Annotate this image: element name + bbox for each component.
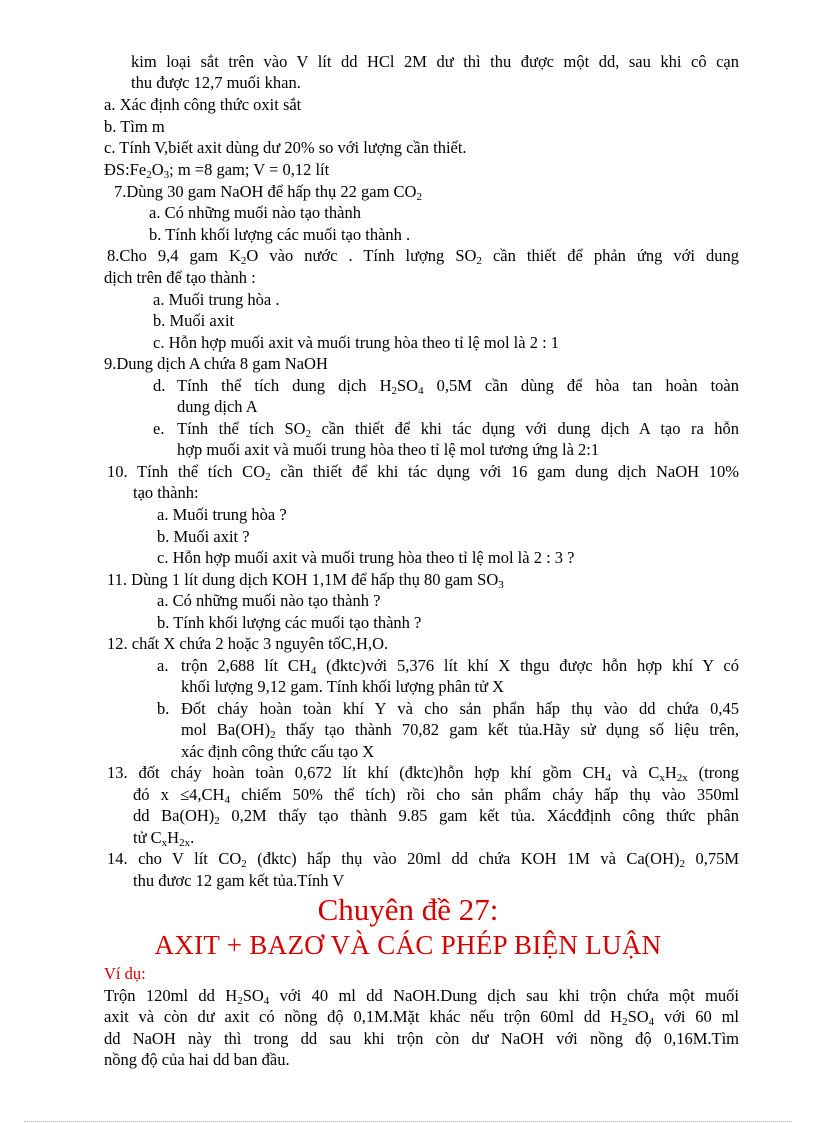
- intro-line-2: thu được 12,7 muối khan.: [131, 73, 301, 92]
- question-12-label-a: a.: [157, 656, 169, 675]
- question-9-label-d: d.: [153, 376, 166, 395]
- question-13-line-2: đó $x \le 4,CH_4$ chiếm 50% thể tích) rồi cho sản phẩm cháy hấp thụ vào 350ml: [133, 785, 739, 806]
- question-12-label-b: b.: [157, 699, 170, 718]
- intro-item-c: c. Tính V,biết axit dùng dư 20% so với lượng cần thiết.: [104, 138, 467, 157]
- intro-item-b: b. Tìm m: [104, 117, 165, 136]
- question-10-item-c: c. Hỗn hợp muối axit và muối trung hòa theo tỉ lệ mol là 2 : 3 ?: [157, 548, 575, 567]
- chapter-subtitle: AXIT + BAZƠ VÀ CÁC PHÉP BIỆN LUẬN: [154, 930, 662, 960]
- question-10-item-b: b. Muối axit ?: [157, 527, 250, 546]
- example-line-4: nồng độ của hai dd ban đầu.: [104, 1050, 290, 1069]
- question-7-title: 7.Dùng 30 gam NaOH để hấp thụ 22 gam $CO_2$: [114, 182, 422, 203]
- question-9-item-d-line-1: Tính thể tích dung dịch $H_2SO_4$ 0,5M cần dùng để hòa tan hoàn toàn: [177, 376, 739, 397]
- question-8-item-c: c. Hỗn hợp muối axit và muối trung hòa theo tỉ lệ mol là 2 : 1: [153, 333, 560, 352]
- question-9-item-e-line-2: hợp muối axit và muối trung hòa theo tỉ lệ mol tương ứng là 2:1: [177, 440, 600, 459]
- intro-item-a: a. Xác định công thức oxit sắt: [104, 95, 302, 114]
- question-12-item-b-line-1: Đốt cháy hoàn toàn khí Y và cho sản phẩn hấp thụ vào dd chứa 0,45: [181, 699, 739, 718]
- question-11-title: 11. Dùng 1 lít dung dịch KOH 1,1M để hấp thụ 80 gam $SO_3$: [107, 570, 504, 591]
- chapter-title: Chuyên đề 27:: [317, 892, 499, 927]
- question-12-item-b-line-3: xác định công thức cấu tạo X: [181, 742, 375, 761]
- question-14-line-1: 14. cho V lít $CO_2$ (đktc) hấp thụ vào 20ml dd chứa KOH 1M và $Ca(OH)_2$ 0,75M: [107, 849, 739, 870]
- question-10-item-a: a. Muối trung hòa ?: [157, 505, 287, 524]
- question-12-item-a-line-1: trộn 2,688 lít $CH_4$ (đktc)với 5,376 lít khí X thgu được hỗn hợp khí Y có: [181, 656, 739, 677]
- question-13-line-1: 13. đốt cháy hoàn toàn 0,672 lít khí (đktc)hỗn hợp khí gồm $CH_4$ và $C_xH_{2x}$ (trong: [107, 763, 739, 784]
- question-14-line-2: thu đươc 12 gam kết tủa.Tính V: [133, 871, 345, 890]
- question-13-line-3: dd $Ba(OH)_2$ 0,2M thấy tạo thành 9.85 gam kết tủa. Xácđđịnh công thức phân: [133, 806, 739, 827]
- question-11-item-b: b. Tính khối lượng các muối tạo thành ?: [157, 613, 422, 632]
- question-7-item-b: b. Tính khối lượng các muối tạo thành .: [149, 225, 411, 244]
- question-12-item-b-line-2: mol $Ba(OH)_2$ thấy tạo thành 70,82 gam kết tủa.Hãy sử dụng số liệu trên,: [181, 720, 739, 741]
- question-13-line-4: tử $C_xH_{2x}$.: [133, 828, 195, 849]
- intro-line-1: kim loại sắt trên vào V lít dd HCl 2M dư thì thu được một dd, sau khi cô cạn: [131, 52, 739, 71]
- question-11-item-a: a. Có những muối nào tạo thành ?: [157, 591, 381, 610]
- question-8-item-a: a. Muối trung hòa .: [153, 290, 280, 309]
- question-9-label-e: e.: [153, 419, 165, 438]
- example-line-2: axit và còn dư axit có nồng độ 0,1M.Mặt khác nếu trộn 60ml dd $H_2SO_4$ với 60 ml: [104, 1007, 739, 1028]
- page-bottom-divider: [24, 1121, 792, 1122]
- example-line-1: Trộn 120ml dd $H_2SO_4$ với 40 ml dd NaOH.Dung dịch sau khi trộn chứa một muối: [104, 986, 740, 1007]
- question-7-item-a: a. Có những muối nào tạo thành: [149, 203, 361, 222]
- question-8-item-b: b. Muối axit: [153, 311, 235, 330]
- intro-answer: $ĐS:Fe_2O_3$; m =8 gam; V = 0,12 lít: [104, 160, 330, 181]
- question-10-line-2: tạo thành:: [133, 483, 199, 502]
- question-12-title: 12. chất X chứa 2 hoặc 3 nguyên tốC,H,O.: [107, 634, 389, 653]
- example-label: Ví dụ:: [104, 964, 146, 983]
- question-8-line-1: 8.Cho 9,4 gam $K_2O$ vào nước . Tính lượng $SO_2$ cần thiết để phản ứng với dung: [107, 246, 739, 267]
- question-9-title: 9.Dung dịch A chứa 8 gam NaOH: [104, 354, 328, 373]
- question-9-item-d-line-2: dung dịch A: [177, 397, 258, 416]
- question-10-line-1: 10. Tính thể tích $CO_2$ cần thiết để khi tác dụng với 16 gam dung dịch NaOH 10%: [107, 462, 739, 483]
- question-12-item-a-line-2: khối lượng 9,12 gam. Tính khối lượng phân tử X: [181, 677, 505, 696]
- question-9-item-e-line-1: Tính thể tích $SO_2$ cần thiết để khi tác dụng với dung dịch A tạo ra hỗn: [177, 419, 740, 440]
- example-line-3: dd NaOH này thì trong dd sau khi trộn còn dư NaOH với nồng độ 0,16M.Tìm: [104, 1029, 739, 1048]
- question-8-line-2: dịch trên để tạo thành :: [104, 268, 256, 287]
